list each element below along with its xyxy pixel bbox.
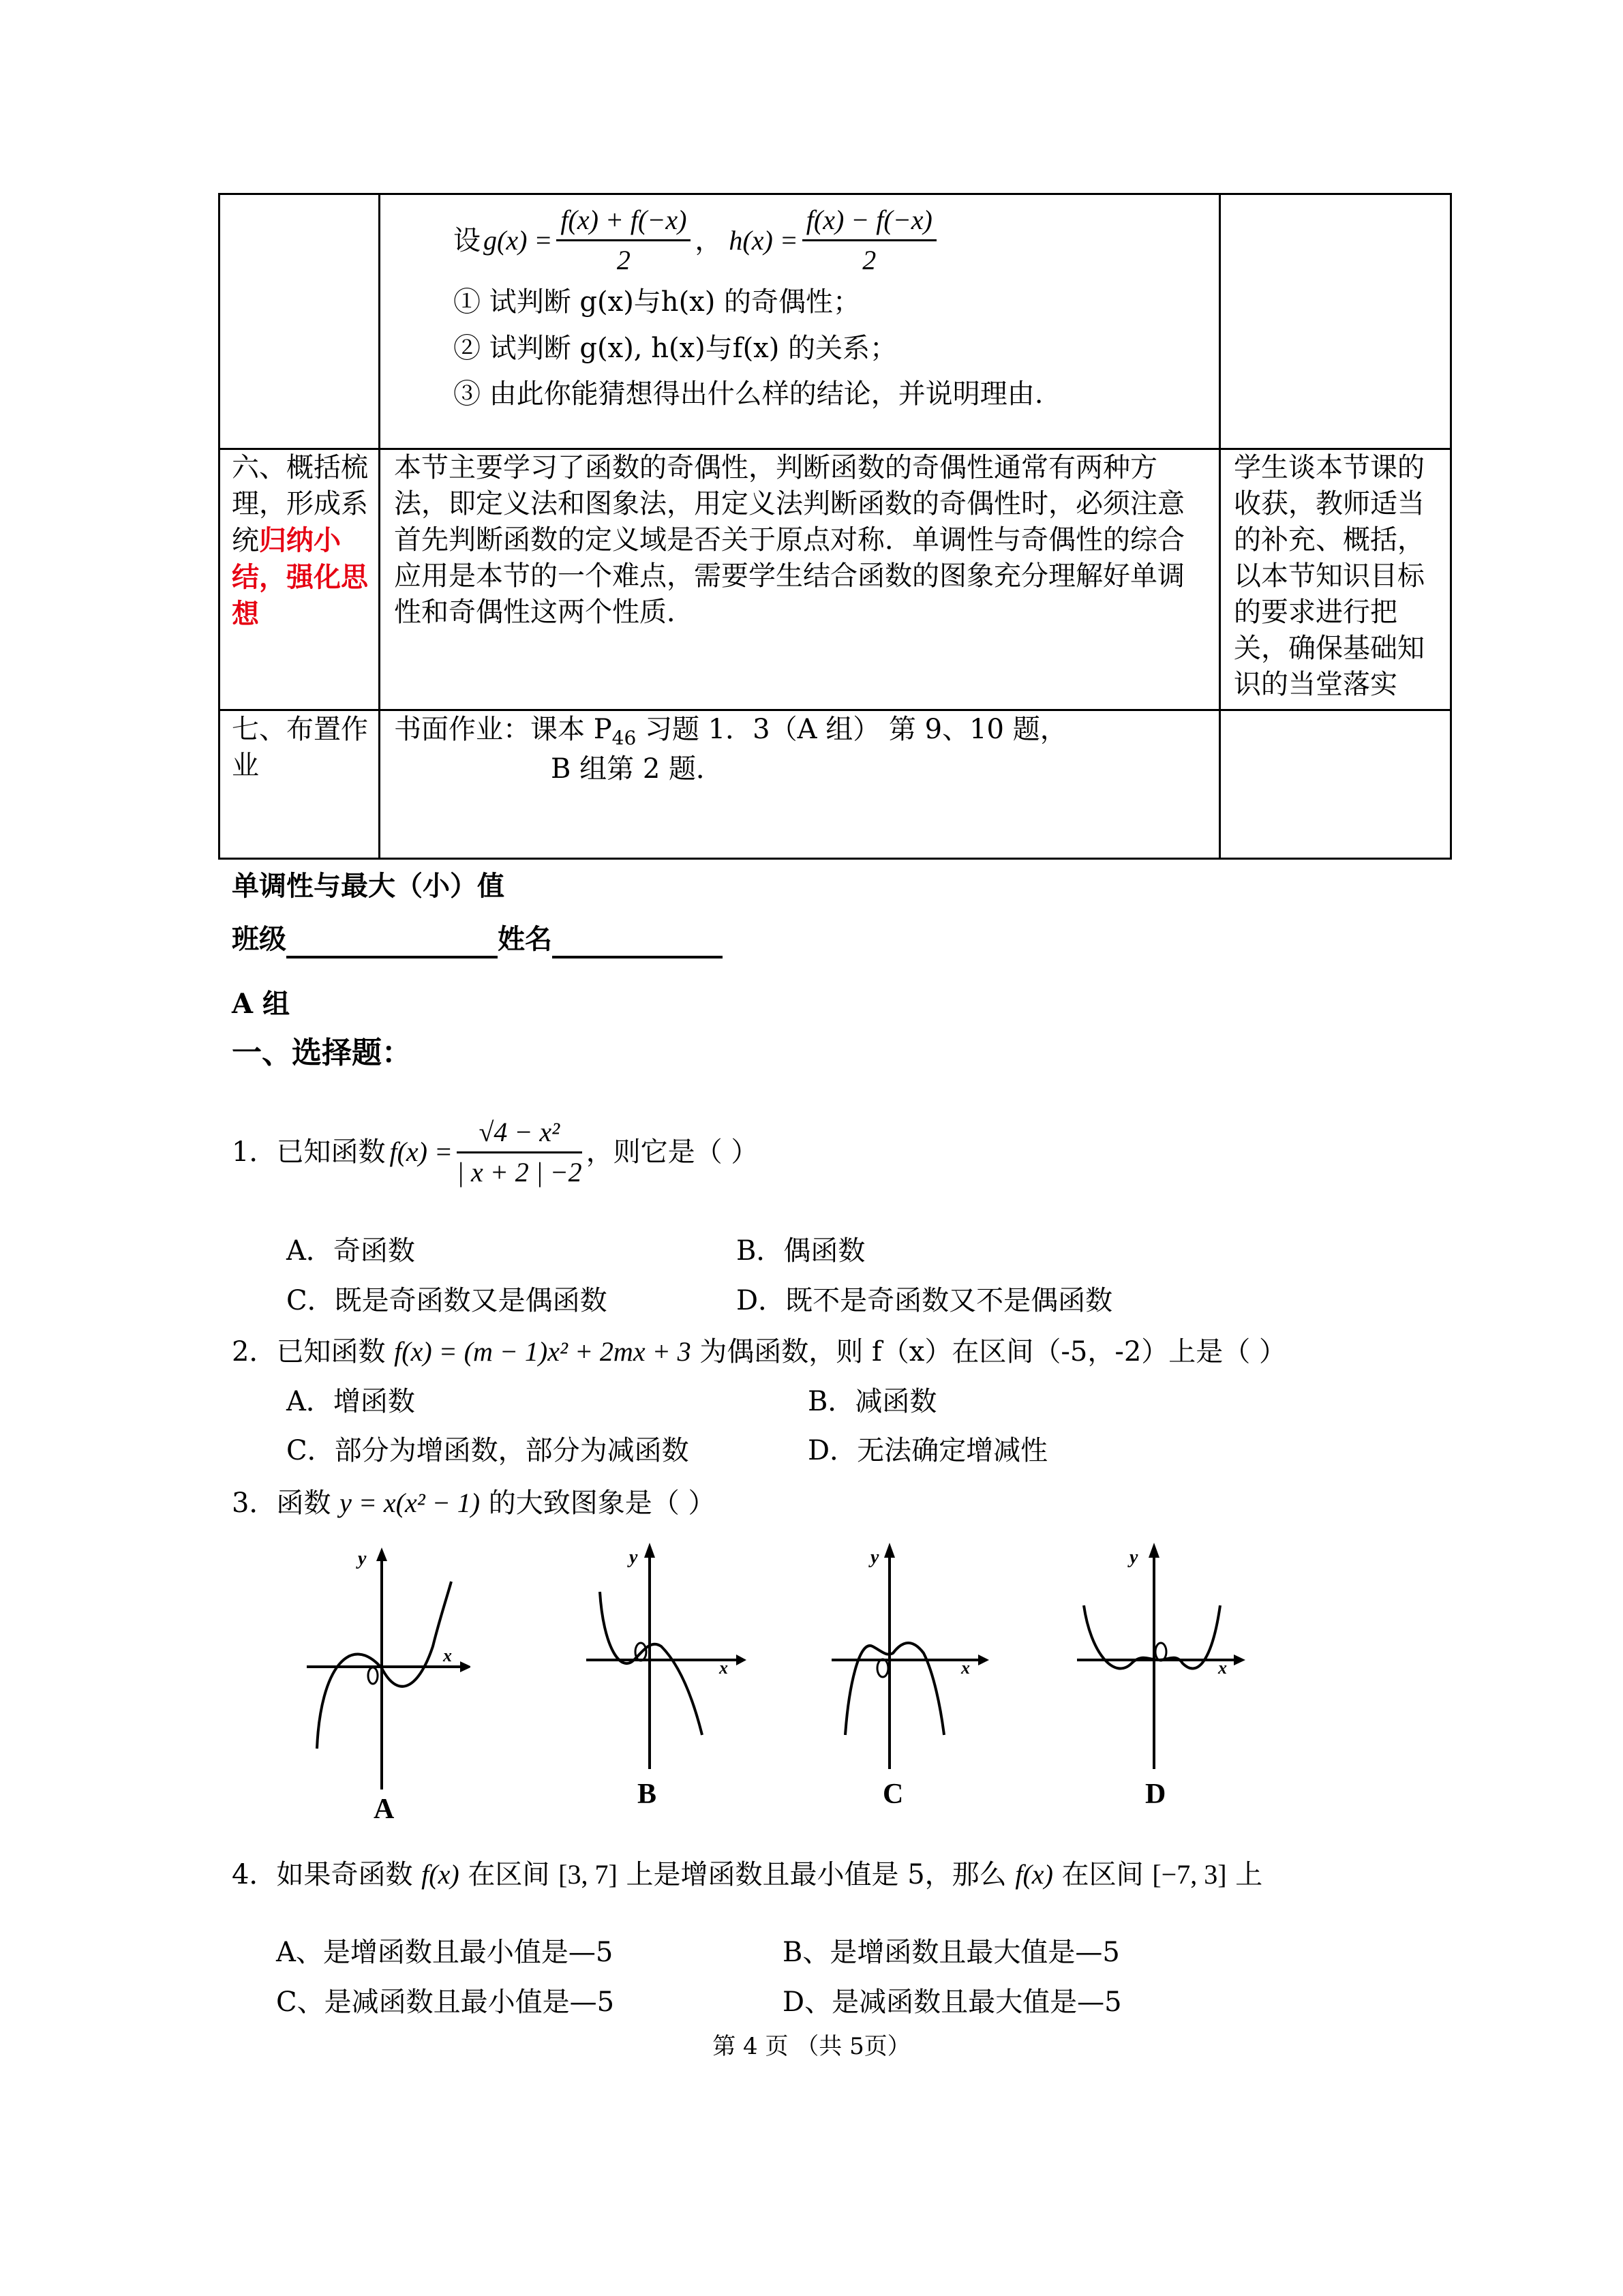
graph-c[interactable] — [828, 1537, 992, 1817]
g-numerator: f(x) + f(−x) — [556, 201, 691, 241]
stage-summary — [232, 450, 368, 633]
y-axis-arrow — [1149, 1543, 1159, 1558]
table-row-divider — [218, 709, 1452, 711]
summary-note: 学生谈本节课的收获，教师适当的补充、概括，以本节知识目标的要求进行把关，确保基础知识的当堂落实 — [1234, 452, 1425, 700]
q3-prefix: 3．函数 — [232, 1487, 331, 1519]
x-axis-label: x — [443, 1646, 452, 1665]
h-lhs: h(x) = — [729, 224, 798, 256]
g-denominator: 2 — [616, 245, 631, 275]
table-border-bottom — [218, 858, 1452, 860]
q2-option-a[interactable]: A．增函数 — [286, 1386, 415, 1417]
q4-mid2: 上是增函数且最小值是 5，那么 — [626, 1859, 1007, 1890]
summary-content: 本节主要学习了函数的奇偶性，判断函数的奇偶性通常有两种方法，即定义法和图象法，用定义法判断函数的奇偶性时，必须注意首先判断函数的定义域是否关于原点对称．单调性与奇偶性的综合应用是本节的一个难点，需要学生结合函数的图象充分理解好单调性和奇偶性这两个性质． — [394, 452, 1185, 628]
g-fraction — [556, 201, 691, 280]
y-axis-arrow — [644, 1543, 655, 1558]
q4-option-d[interactable]: D、是减函数且最大值是—5 — [783, 1987, 1122, 2018]
question-3 — [232, 1484, 716, 1522]
graph-a[interactable] — [293, 1544, 470, 1824]
q4-interval-2: [−7, 3] — [1152, 1859, 1227, 1890]
q2-suffix: 为偶函数，则 f（x）在区间（-5，-2）上是（ ） — [699, 1336, 1287, 1368]
page-footer: 第 4 页 （共 5页） — [712, 2033, 911, 2060]
h-fraction — [802, 201, 937, 280]
x-axis-arrow — [736, 1655, 746, 1665]
q1-option-b[interactable]: B．偶函数 — [736, 1235, 866, 1267]
question-4 — [232, 1856, 1262, 1894]
stage-summary-highlight: 归纳小结，强化思想 — [232, 524, 368, 630]
homework-line-2: B 组第 2 题． — [551, 753, 723, 785]
origin-marker — [1155, 1643, 1166, 1661]
q4-mid1: 在区间 — [468, 1859, 550, 1890]
q4-mid3: 在区间 — [1061, 1859, 1144, 1890]
q2-expression: f(x) = (m − 1)x² + 2mx + 3 — [394, 1336, 691, 1367]
x-axis-label: x — [961, 1658, 970, 1678]
graph-a-label: A — [374, 1794, 395, 1824]
q1-option-a[interactable]: A．奇函数 — [286, 1235, 415, 1267]
x-axis-arrow — [460, 1661, 470, 1672]
q1-suffix: ，则它是（ ） — [586, 1136, 759, 1168]
y-axis-arrow — [376, 1547, 387, 1561]
q2-prefix: 2．已知函数 — [232, 1336, 386, 1368]
q2-option-c[interactable]: C．部分为增函数，部分为减函数 — [286, 1435, 689, 1466]
group-label: A 组 — [232, 988, 290, 1020]
comma: ， — [695, 224, 723, 256]
x-axis-arrow — [978, 1655, 989, 1665]
table-border-top — [218, 193, 1452, 195]
q1-prefix: 1．已知函数 — [232, 1136, 386, 1168]
q1-fraction — [457, 1113, 582, 1192]
section-title: 单调性与最大（小）值 — [232, 870, 504, 902]
q4-prefix: 4．如果奇函数 — [232, 1859, 413, 1890]
q4-option-c[interactable]: C、是减函数且最小值是—5 — [276, 1987, 615, 2018]
x-axis-label: x — [1218, 1658, 1227, 1678]
q4-interval-1: [3, 7] — [558, 1859, 618, 1890]
g-lhs: g(x) = — [483, 224, 553, 256]
stage-summary-normal: 六、概括梳理，形成系统 — [232, 452, 368, 556]
graph-c-label: C — [883, 1779, 904, 1810]
graph-d-label: D — [1145, 1779, 1166, 1810]
row1-item-3: ③ 由此你能猜想得出什么样的结论，并说明理由. — [453, 378, 1044, 410]
question-2 — [232, 1333, 1286, 1371]
origin-marker — [368, 1667, 378, 1684]
q1-fx: f(x) = — [389, 1136, 453, 1167]
q4-fx-2: f(x) — [1015, 1859, 1053, 1890]
row1-item-2: ② 试判断 g(x), h(x)与f(x) 的关系； — [453, 333, 898, 364]
stage-homework: 七、布置作业 — [232, 714, 368, 781]
graph-b-label: B — [637, 1779, 657, 1810]
class-label: 班级 — [232, 923, 286, 955]
gh-definition — [453, 198, 941, 283]
homework-line-1 — [394, 712, 1067, 756]
y-axis-label: y — [870, 1547, 879, 1568]
graph-b[interactable] — [583, 1537, 746, 1817]
question-1 — [232, 1108, 758, 1196]
q4-option-b[interactable]: B、是增函数且最大值是—5 — [783, 1937, 1120, 1968]
y-axis-arrow — [884, 1543, 895, 1558]
q3-suffix: 的大致图象是（ ） — [488, 1487, 716, 1519]
q4-option-a[interactable]: A、是增函数且最小值是—5 — [276, 1937, 613, 1968]
q4-fx: f(x) — [421, 1859, 459, 1890]
graph-d[interactable] — [1074, 1537, 1251, 1817]
q1-numerator: √4 − x² — [457, 1113, 582, 1153]
q1-denominator: | x + 2 | −2 — [456, 1156, 582, 1188]
q1-option-c[interactable]: C．既是奇函数又是偶函数 — [286, 1285, 607, 1316]
y-axis-label: y — [1129, 1547, 1138, 1568]
table-border-left — [218, 193, 220, 860]
homework-text: 书面作业：课本 P — [394, 714, 612, 745]
q4-suffix: 上 — [1235, 1859, 1263, 1890]
q3-expression: y = x(x² − 1) — [339, 1487, 481, 1518]
row1-item-1: ① 试判断 g(x)与h(x) 的奇偶性； — [453, 286, 861, 318]
x-axis-arrow — [1234, 1655, 1245, 1665]
y-axis-label: y — [358, 1548, 367, 1569]
origin-marker — [877, 1659, 888, 1677]
class-name-line — [232, 920, 723, 958]
part-label: 一、选择题： — [232, 1036, 412, 1070]
table-border-right — [1450, 193, 1452, 860]
homework-text-rest: 习题 1．3（A 组） 第 9、10 题， — [636, 714, 1067, 745]
q1-option-d[interactable]: D．既不是奇函数又不是偶函数 — [736, 1285, 1113, 1316]
curve — [317, 1582, 451, 1749]
page-subscript: 46 — [611, 727, 637, 749]
table-col-divider — [1219, 193, 1221, 860]
class-blank[interactable] — [286, 926, 498, 958]
h-denominator: 2 — [862, 245, 877, 275]
y-axis-label: y — [629, 1547, 638, 1568]
q2-option-d[interactable]: D．无法确定增减性 — [808, 1435, 1048, 1466]
h-numerator: f(x) − f(−x) — [802, 201, 937, 241]
name-label: 姓名 — [498, 923, 552, 955]
q2-option-b[interactable]: B．减函数 — [808, 1386, 937, 1417]
x-axis-label: x — [719, 1658, 728, 1678]
setup-prefix: 设 — [453, 224, 481, 256]
table-col-divider — [378, 193, 380, 860]
curve — [845, 1643, 944, 1735]
name-blank[interactable] — [552, 926, 723, 958]
